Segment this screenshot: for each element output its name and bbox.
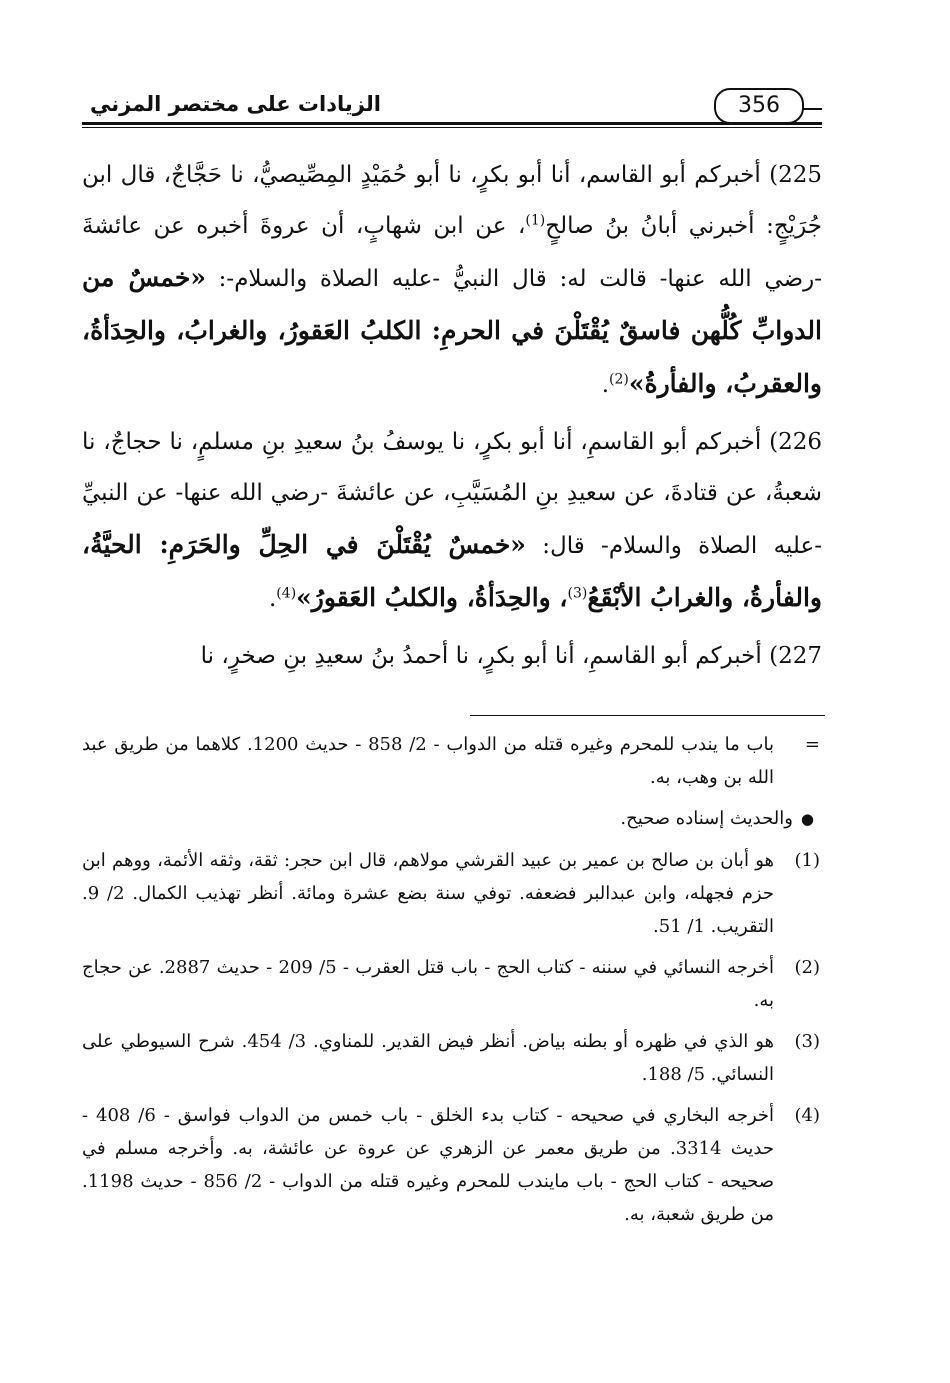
isnad-text: أخبركم أبو القاسم، أنا أبو بكرٍ، نا أبو حُمَيْدٍ المِصِّيصيُّ، نا حَجَّاجٌ، قال ابن جُرَيْجٍ: أخبرني أبانُ بنُ صالحٍ: [82, 162, 822, 239]
footnotes: [82, 728, 822, 1239]
footnote-text: أخرجه البخاري في صحيحه - كتاب بدء الخلق - باب خمس من الدواب فواسق - 6/ 408 - حديث 3314. من طريق معمر عن الزهري عن عروة عن عائشة، به. وأخرجه مسلم في صحيحه - كتاب الحج - باب مايندب للمحرم وغيره قتله من الدواب - 2/ 856 - حديث 1198. من طريق شعبة، به.: [82, 1105, 775, 1225]
header-rule-thin: [82, 127, 822, 128]
header-rule: [82, 122, 822, 125]
hadith-entry-227: [82, 631, 822, 682]
page-header: [82, 88, 822, 128]
footnote-ref[interactable]: (2): [609, 371, 629, 388]
isnad-text: أخبركم أبو القاسمِ، أنا أبو بكرٍ، نا يوسفُ بنُ سعيدِ بنِ مسلمٍ، نا حجاجٌ، نا شعبةُ، عن قتادةَ، عن سعيدِ بنِ المُسَيَّبِ، عن عائشةَ -رضي الله عنها- عن النبيِّ -عليه الصلاة والسلام- قال:: [82, 429, 822, 559]
footnote-marker: =: [804, 734, 820, 755]
footnote-ref[interactable]: (3): [567, 585, 588, 602]
page-number: 356: [714, 88, 804, 124]
footnote-text: هو أبان بن صالح بن عمير بن عبيد القرشي مولاهم، قال ابن حجر: ثقة، وثقه الأئمة، ووهم ابن حزم فجهله، وابن عبدالبر فضعفه. توفي سنة بضع عشرة ومائة. أنظر تهذيب الكمال. 2/ 9. التقريب. 1/ 51.: [82, 850, 774, 937]
footnote-marker: (3): [794, 1031, 820, 1052]
entry-number: 227): [769, 643, 822, 669]
hadith-entry-226: [82, 417, 822, 625]
entry-end: .: [601, 372, 609, 398]
hadith-entry-225: [82, 150, 822, 411]
hadith-matn: «خمسٌ من الدوابِّ كُلُّهن فاسقٌ يُقْتَلْنَ في الحرمِ: الكلبُ العَقورُ، والغرابُ، والحِدَأةُ، والعقربُ، والفأرةُ»: [82, 263, 822, 398]
footnote-marker: (2): [794, 957, 820, 978]
isnad-text: أخبركم أبو القاسمِ، أنا أبو بكرٍ، نا أحمدُ بنُ سعيدِ بنِ صخرٍ، نا: [200, 643, 762, 669]
footnote-ref[interactable]: (4): [276, 585, 297, 602]
hadith-matn: «خمسٌ يُقْتَلْنَ في الحِلِّ والحَرَمِ: الحيَّةُ، والفأرةُ، والغرابُ الأبْقَعُ: [82, 530, 822, 612]
entry-end: .: [268, 586, 277, 612]
running-title: الزيادات على مختصر المزني: [90, 92, 381, 116]
main-text: [82, 150, 822, 688]
footnote-4: [82, 1099, 822, 1231]
footnote-1: [82, 844, 822, 943]
footnote-continuation: [82, 728, 822, 794]
footnote-text: والحديث إسناده صحيح.: [620, 808, 793, 829]
entry-number: 226): [769, 429, 822, 455]
footnote-text: أخرجه النسائي في سننه - كتاب الحج - باب قتل العقرب - 5/ 209 - حديث 2887. عن حجاج به.: [82, 957, 774, 1011]
footnote-3: [82, 1025, 822, 1091]
bullet-icon: ●: [800, 810, 814, 828]
entry-number: 225): [769, 162, 822, 188]
hadith-matn: ، والحِدَأةُ، والكلبُ العَقورُ»: [296, 583, 568, 612]
footnote-text: هو الذي في ظهره أو بطنه بياض. أنظر فيض القدير. للمناوي. 3/ 454. شرح السيوطي على النسائي. 5/ 188.: [82, 1031, 774, 1085]
footnote-ref[interactable]: (1): [525, 212, 546, 229]
footnote-note: [82, 802, 822, 836]
footnote-separator: [470, 715, 825, 716]
footnote-2: [82, 951, 822, 1017]
isnad-text: ، عن ابن شهابٍ، أن عروةَ أخبره عن عائشةَ -رضي الله عنها- قالت له: قال النبيُّ -عليه الصلاة والسلام-:: [82, 213, 823, 292]
footnote-marker: (4): [794, 1105, 820, 1126]
footnote-marker: (1): [794, 850, 820, 871]
footnote-text: باب ما يندب للمحرم وغيره قتله من الدواب - 2/ 858 - حديث 1200. كلاهما من طريق عبد الله بن وهب، به.: [82, 734, 774, 788]
